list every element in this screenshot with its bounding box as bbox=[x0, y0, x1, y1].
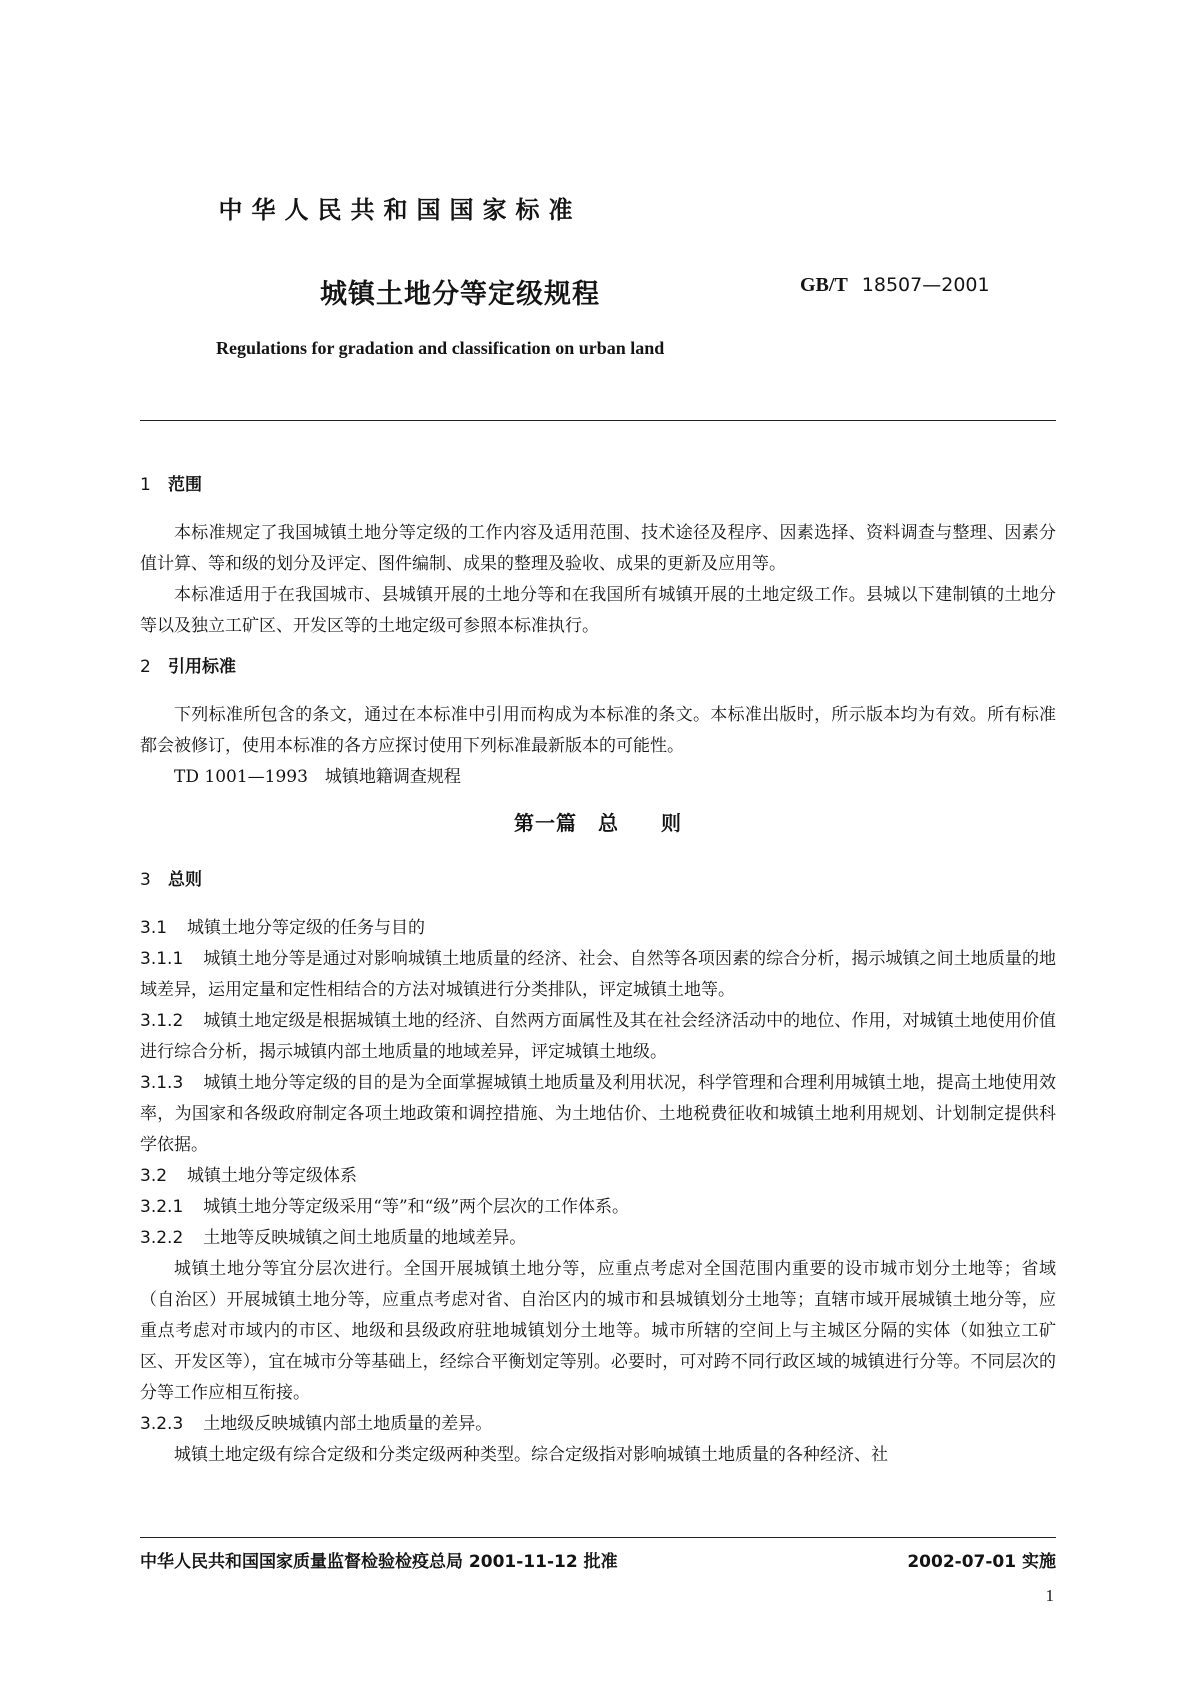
clause-text: 城镇土地分等定级的目的是为全面掌握城镇土地质量及利用状况，科学管理和合理利用城镇土地，提高土地使用效率，为国家和各级政府制定各项土地政策和调控措施、为土地估价、土地税费征收和城镇土地利用规划、计划制定提供科学依据。 bbox=[140, 1073, 1056, 1155]
document-english-title: Regulations for gradation and classification on urban land bbox=[216, 338, 665, 358]
page-number: 1 bbox=[1045, 1586, 1054, 1605]
section-heading-scope bbox=[140, 470, 1056, 500]
clause-text: 城镇土地定级是根据城镇土地的经济、自然两方面属性及其在社会经济活动中的地位、作用，对城镇土地使用价值进行综合分析，揭示城镇内部土地质量的地域差异，评定城镇土地级。 bbox=[140, 1011, 1056, 1062]
section-title: 总则 bbox=[168, 870, 202, 890]
clause bbox=[140, 1192, 1056, 1223]
clause bbox=[140, 1068, 1056, 1161]
clause bbox=[140, 1409, 1056, 1440]
clause bbox=[140, 1161, 1056, 1192]
paragraph: 本标准规定了我国城镇土地分等定级的工作内容及适用范围、技术途径及程序、因素选择、资料调查与整理、因素分值计算、等和级的划分及评定、图件编制、成果的整理及验收、成果的更新及应用等。 bbox=[140, 523, 1056, 574]
section-heading-references bbox=[140, 652, 1056, 682]
section-number: 3 bbox=[140, 870, 151, 890]
document-number-prefix: GB/T bbox=[800, 274, 848, 296]
header-divider bbox=[140, 420, 1056, 421]
section-title: 范围 bbox=[168, 475, 202, 495]
clause-number: 3.1.2 bbox=[140, 1011, 184, 1031]
clause-text: 城镇土地分等是通过对影响城镇土地质量的经济、社会、自然等各项因素的综合分析，揭示城镇之间土地质量的地域差异，运用定量和定性相结合的方法对城镇进行分类排队，评定城镇土地等。 bbox=[140, 949, 1056, 1000]
clause-number: 3.1.3 bbox=[140, 1073, 184, 1093]
paragraph: 城镇土地分等宜分层次进行。全国开展城镇土地分等，应重点考虑对全国范围内重要的设市城市划分土地等；省域（自治区）开展城镇土地分等，应重点考虑对省、自治区内的城市和县城镇划分土地等；直辖市域开展城镇土地分等，应重点考虑对市域内的市区、地级和县级政府驻地城镇划分土地等。城市所辖的空间上与主城区分隔的实体（如独立工矿区、开发区等），宜在城市分等基础上，经综合平衡划定等别。必要时，可对跨不同行政区域的城镇进行分等。不同层次的分等工作应相互衔接。 bbox=[140, 1259, 1056, 1403]
clause bbox=[140, 913, 1056, 944]
part-heading: 第一篇 总 则 bbox=[514, 811, 682, 835]
standard-org-heading: 中华人民共和国国家标准 bbox=[218, 196, 582, 224]
approval-line: 中华人民共和国国家质量监督检验检疫总局 2001-11-12 批准 bbox=[140, 1552, 618, 1572]
clause bbox=[140, 1006, 1056, 1068]
paragraph: 本标准适用于在我国城市、县城镇开展的土地分等和在我国所有城镇开展的土地定级工作。县城以下建制镇的土地分等以及独立工矿区、开发区等的土地定级可参照本标准执行。 bbox=[140, 585, 1056, 636]
section-title: 引用标准 bbox=[168, 657, 236, 677]
section-number: 1 bbox=[140, 475, 151, 495]
document-title: 城镇土地分等定级规程 bbox=[320, 279, 600, 310]
footer-divider bbox=[140, 1537, 1056, 1538]
implementation-date: 2002-07-01 实施 bbox=[907, 1552, 1056, 1572]
referenced-standard: TD 1001—1993 城镇地籍调查规程 bbox=[174, 767, 461, 787]
clause-number: 3.1.1 bbox=[140, 949, 184, 969]
clause-number: 3.2.3 bbox=[140, 1414, 184, 1434]
clause-text: 土地等反映城镇之间土地质量的地域差异。 bbox=[203, 1228, 527, 1248]
clause-title: 城镇土地分等定级的任务与目的 bbox=[187, 918, 426, 938]
clause-title: 城镇土地分等定级体系 bbox=[187, 1166, 358, 1186]
clause-number: 3.1 bbox=[140, 918, 168, 938]
clause-number: 3.2.1 bbox=[140, 1197, 184, 1217]
paragraph: 城镇土地定级有综合定级和分类定级两种类型。综合定级指对影响城镇土地质量的各种经济、社 bbox=[174, 1445, 888, 1465]
section-number: 2 bbox=[140, 657, 151, 677]
clause-number: 3.2.2 bbox=[140, 1228, 184, 1248]
clause-number: 3.2 bbox=[140, 1166, 168, 1186]
clause-text: 城镇土地分等定级采用“等”和“级”两个层次的工作体系。 bbox=[203, 1197, 630, 1217]
document-number bbox=[800, 274, 990, 297]
clause bbox=[140, 944, 1056, 1006]
paragraph: 下列标准所包含的条文，通过在本标准中引用而构成为本标准的条文。本标准出版时，所示版本均为有效。所有标准都会被修订，使用本标准的各方应探讨使用下列标准最新版本的可能性。 bbox=[140, 705, 1056, 756]
clause bbox=[140, 1223, 1056, 1254]
section-heading-general bbox=[140, 865, 1056, 895]
clause-text: 土地级反映城镇内部土地质量的差异。 bbox=[203, 1414, 493, 1434]
document-body bbox=[140, 470, 1056, 1471]
document-number-code: 18507—2001 bbox=[861, 274, 990, 296]
